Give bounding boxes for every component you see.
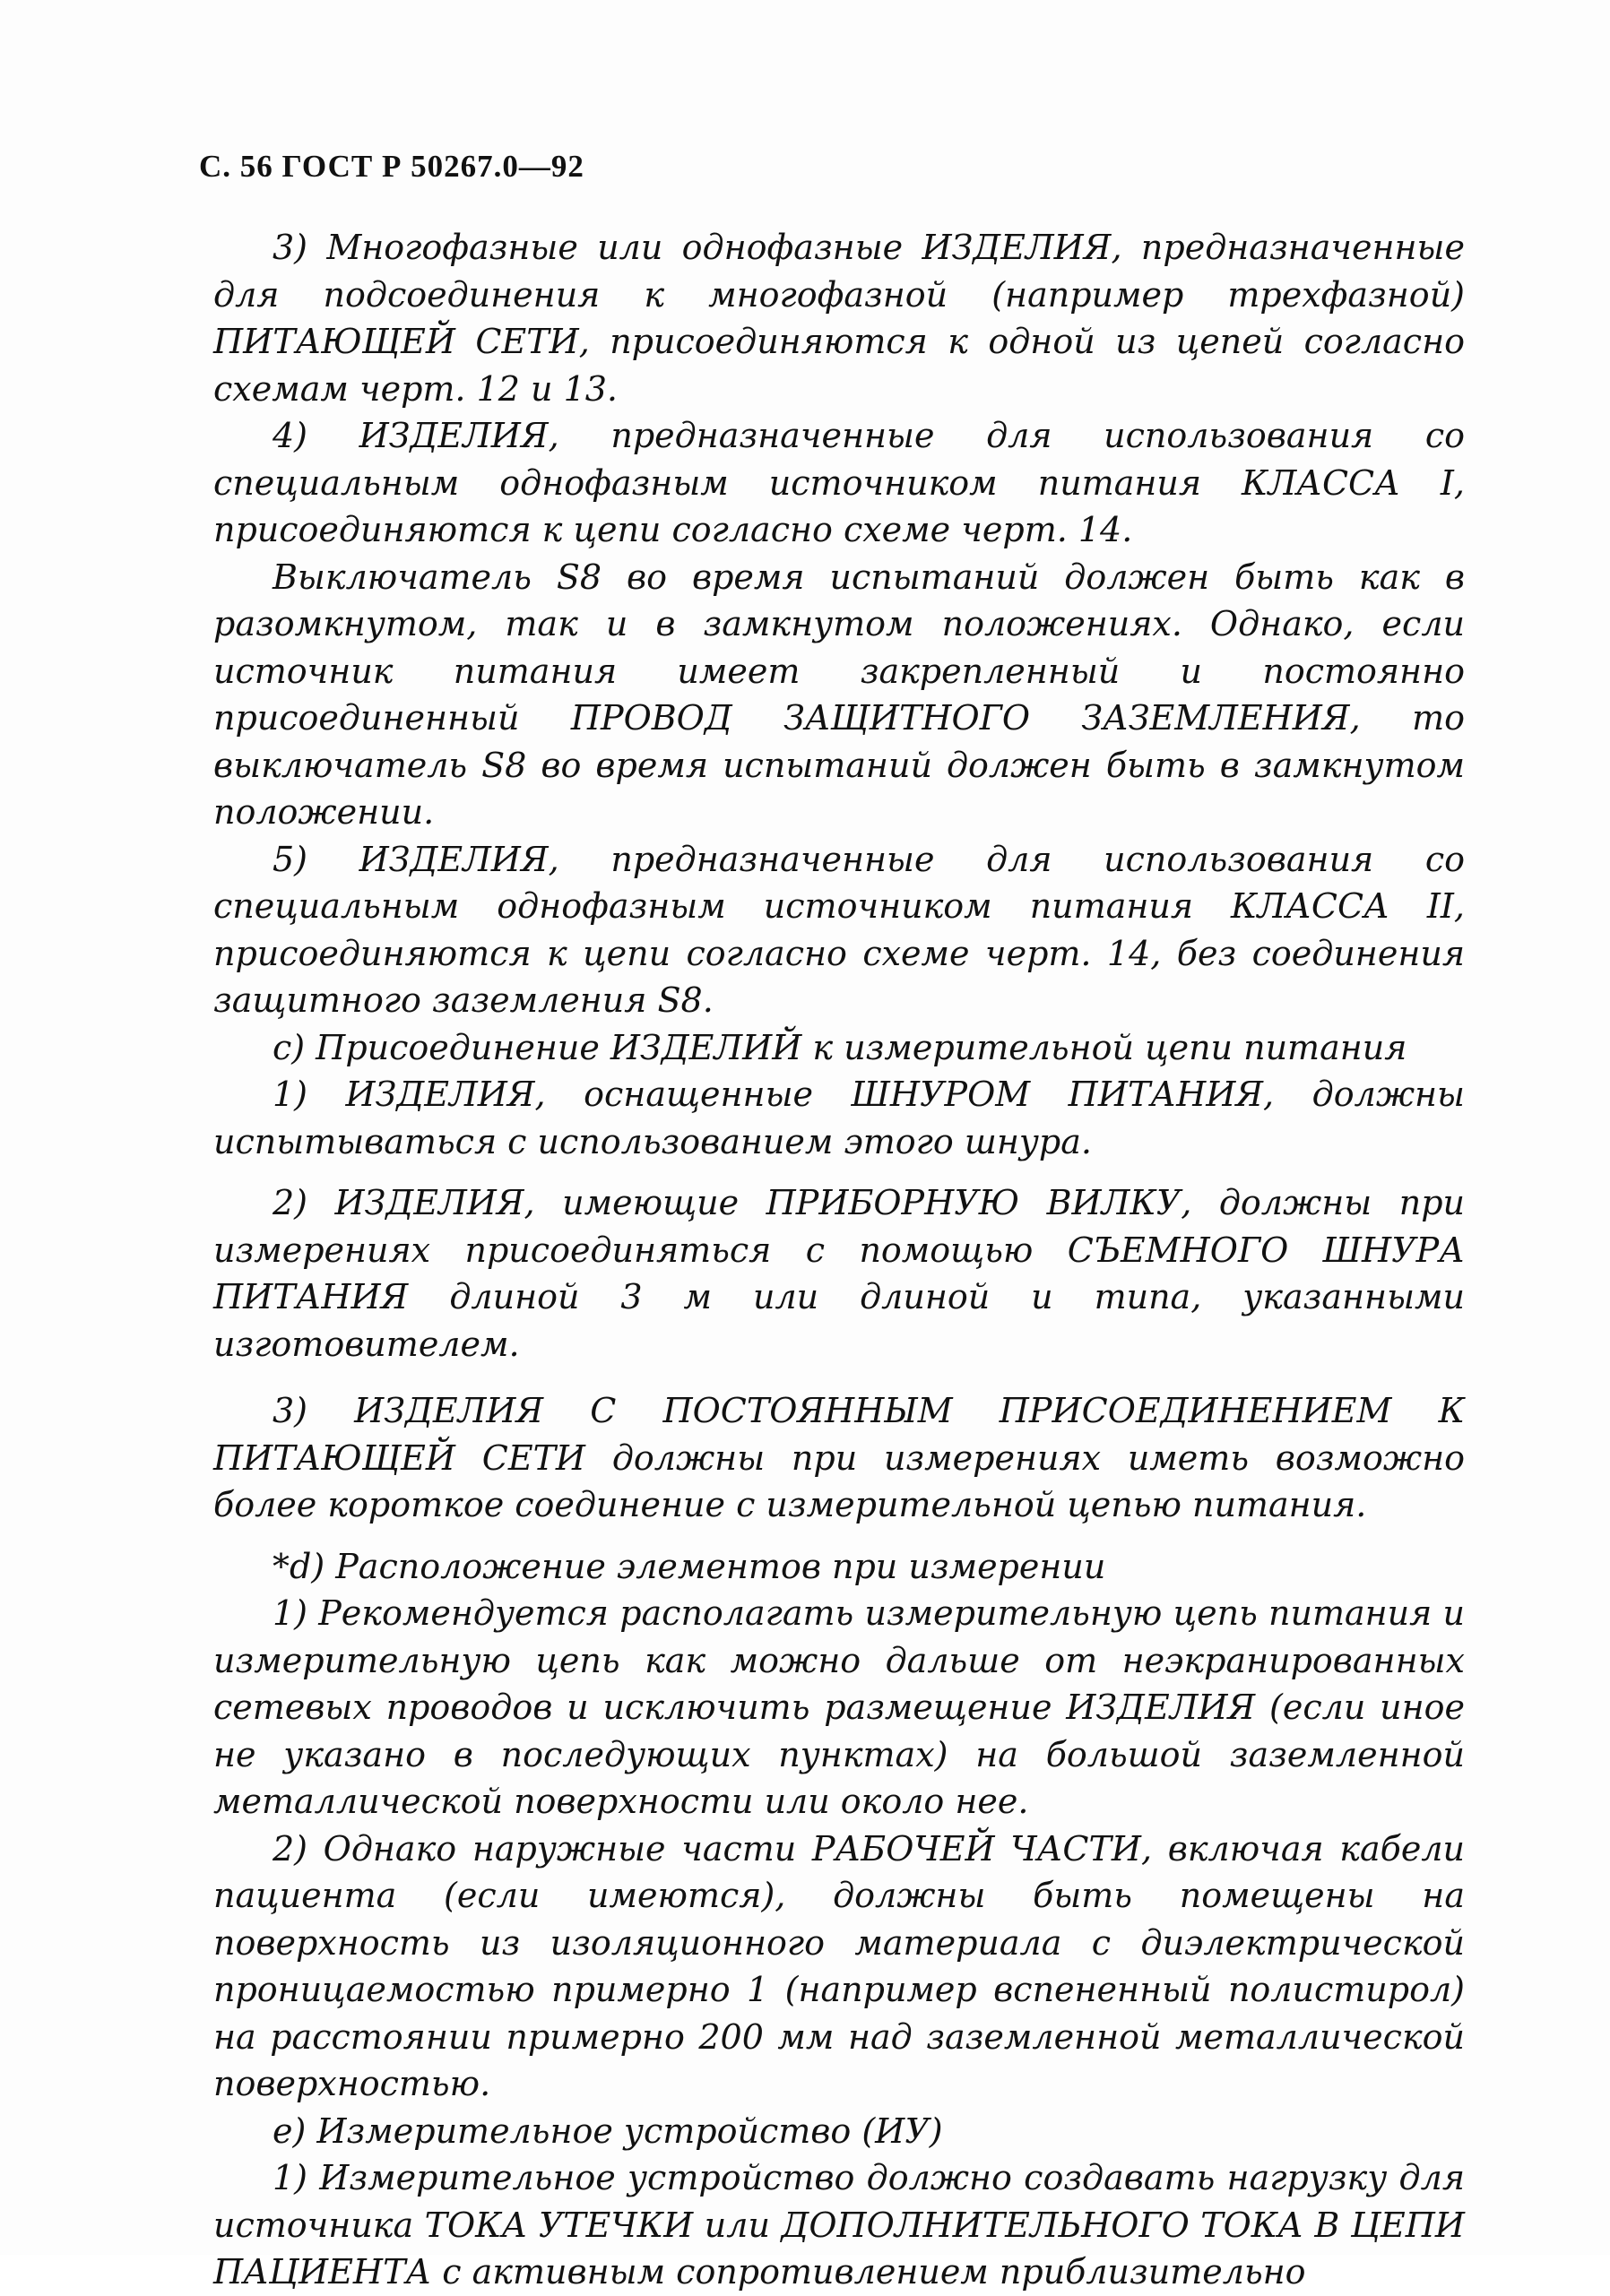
page-header: С. 56 ГОСТ Р 50267.0—92 <box>199 149 584 184</box>
paragraph-e-measuring-device: е) Измерительное устройство (ИУ) <box>273 2110 943 2151</box>
paragraph-3-multiphase: 3) Многофазные или однофазные ИЗДЕЛИЯ, предназначенные для подсоединения к многофазной (например трехфазной) ПИТАЮЩЕЙ СЕТИ, присоединяются к одной из цепей согласно схемам черт. 12 и 13. <box>213 228 1465 409</box>
paragraph-c2-appliance-inlet: 2) ИЗДЕЛИЯ, имеющие ПРИБОРНУЮ ВИЛКУ, должны при измерениях присоединяться с помощью СЪЕМНОГО ШНУРА ПИТАНИЯ длиной 3 м или длиной и типа, указанными изготовителем. <box>213 1183 1465 1364</box>
paragraph-d1-recommendation: 1) Рекомендуется располагать измерительную цепь питания и измерительную цепь как можно дальше от неэкранированных сетевых проводов и исключить размещение ИЗДЕЛИЯ (если иное не указано в последующих пунктах) на большой заземленной металлической поверхности или около нее. <box>213 1593 1465 1821</box>
paragraph-c1-power-cord: 1) ИЗДЕЛИЯ, оснащенные ШНУРОМ ПИТАНИЯ, должны испытываться с использованием этого шнура. <box>213 1075 1465 1161</box>
paragraph-d2-applied-part: 2) Однако наружные части РАБОЧЕЙ ЧАСТИ, включая кабели пациента (если имеются), должны быть помещены на поверхность из изоляционного материала с диэлектрической проницаемостью примерно 1 (например вспененный полистирол) на расстоянии примерно 200 мм над заземленной металлической поверхностью. <box>213 1828 1465 2103</box>
paragraph-e1-load: 1) Измерительное устройство должно создавать нагрузку для источника ТОКА УТЕЧКИ или ДОПОЛНИТЕЛЬНОГО ТОКА В ЦЕПИ ПАЦИЕНТА с активным сопротивлением приблизительно <box>213 2158 1465 2292</box>
paragraph-c-connection: с) Присоединение ИЗДЕЛИЙ к измерительной цепи питания <box>273 1027 1407 1067</box>
paragraph-5-class-ii: 5) ИЗДЕЛИЯ, предназначенные для использования со специальным однофазным источником питания КЛАССА II, присоединяются к цепи согласно схеме черт. 14, без соединения защитного заземления S8. <box>213 839 1465 1020</box>
paragraph-c3-permanent-connection: 3) ИЗДЕЛИЯ С ПОСТОЯННЫМ ПРИСОЕДИНЕНИЕМ К ПИТАЮЩЕЙ СЕТИ должны при измерениях иметь возможно более короткое соединение с измерительной цепью питания. <box>213 1391 1465 1524</box>
paragraph-switch-s8: Выключатель S8 во время испытаний должен быть как в разомкнутом, так и в замкнутом положениях. Однако, если источник питания имеет закрепленный и постоянно присоединенный ПРОВОД ЗАЩИТНОГО ЗАЗЕМЛЕНИЯ, то выключатель S8 во время испытаний должен быть в замкнутом положении. <box>213 557 1465 832</box>
paragraph-4-class-i: 4) ИЗДЕЛИЯ, предназначенные для использования со специальным однофазным источником питания КЛАССА I, присоединяются к цепи согласно схеме черт. 14. <box>213 416 1465 549</box>
paragraph-d-arrangement: *d) Расположение элементов при измерении <box>273 1546 1106 1586</box>
body-text <box>213 224 1465 2296</box>
